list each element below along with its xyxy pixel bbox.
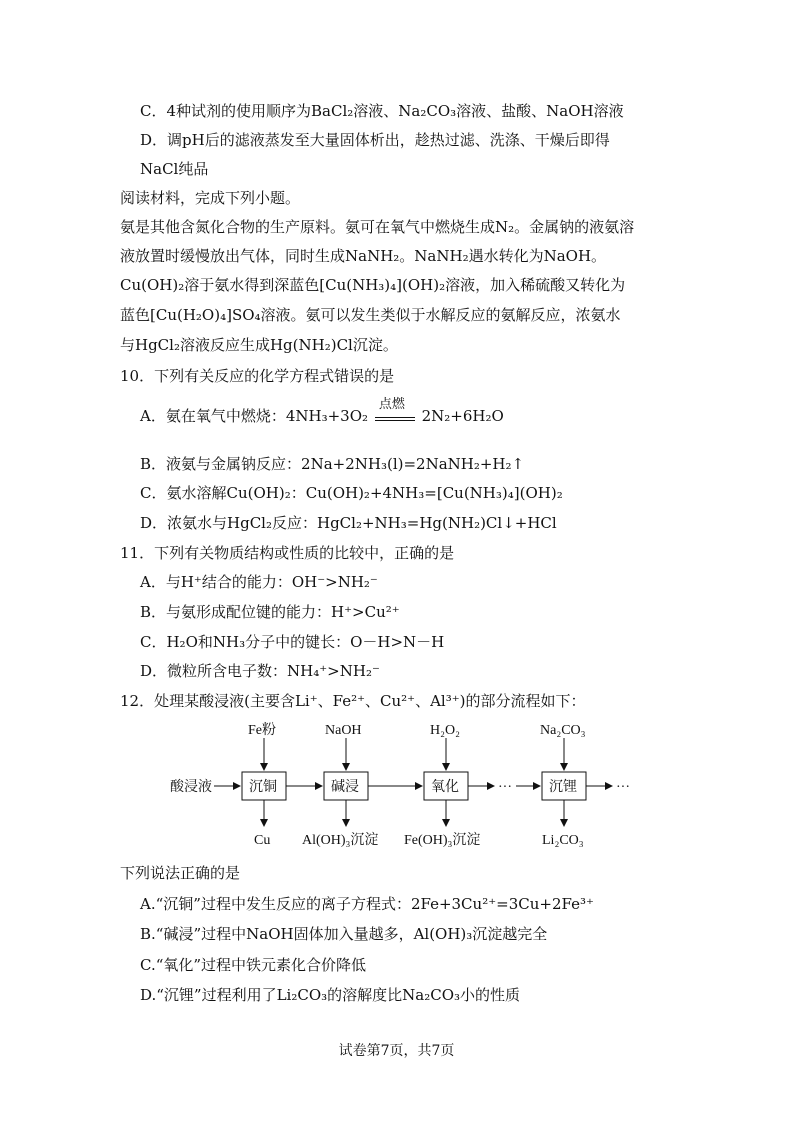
flow-product-3: Fe(OH)₃沉淀	[404, 833, 481, 848]
q10-option-b: B．液氨与金属钠反应：2Na+2NH₃(l)=2NaNH₂+H₂↑	[140, 455, 525, 473]
flow-reagent-2: NaOH	[325, 723, 362, 738]
reading-intro: 阅读材料，完成下列小题。	[120, 189, 301, 207]
reading-line-2: 液放置时缓慢放出气体，同时生成NaNH₂。NaNH₂遇水转化为NaOH。	[120, 247, 607, 265]
option-d-prev-cont: NaCl纯品	[140, 160, 209, 178]
q10-option-a	[140, 397, 504, 428]
flow-reagent-3: H₂O₂	[430, 723, 460, 738]
q10-option-d: D．浓氨水与HgCl₂反应：HgCl₂+NH₃=Hg(NH₂)Cl↓+HCl	[140, 514, 557, 532]
flow-reagent-4: Na₂CO₃	[540, 723, 586, 738]
page-footer: 试卷第7页，共7页	[338, 1043, 455, 1059]
q11-option-d: D．微粒所含电子数：NH₄⁺>NH₂⁻	[140, 662, 380, 680]
option-c-prev: C．4种试剂的使用顺序为BaCl₂溶液、Na₂CO₃溶液、盐酸、NaOH溶液	[140, 102, 624, 120]
q12-stem: 12．处理某酸浸液(主要含Li⁺、Fe²⁺、Cu²⁺、Al³⁺)的部分流程如下：	[120, 692, 586, 710]
q11-option-c: C．H₂O和NH₃分子中的键长：O－H>N－H	[140, 633, 445, 651]
q11-option-b: B．与氨形成配位键的能力：H⁺>Cu²⁺	[140, 603, 400, 621]
q11-stem: 11．下列有关物质结构或性质的比较中，正确的是	[120, 544, 455, 562]
q12-option-c: C.“氧化”过程中铁元素化合价降低	[140, 956, 367, 974]
flow-product-2: Al(OH)₃沉淀	[302, 833, 379, 848]
q12-option-d: D.“沉锂”过程利用了Li₂CO₃的溶解度比Na₂CO₃小的性质	[140, 986, 521, 1004]
q10-option-a-right: 2N₂+6H₂O	[421, 407, 504, 425]
flow-step-2: 碱浸	[331, 780, 359, 795]
flow-ellipsis-2: ···	[616, 780, 630, 795]
reading-line-1: 氨是其他含氮化合物的生产原料。氨可在氧气中燃烧生成N₂。金属钠的液氨溶	[120, 218, 635, 236]
flow-step-3: 氧化	[431, 780, 459, 795]
flow-input-label: 酸浸液	[170, 780, 212, 795]
q11-option-a: A．与H⁺结合的能力：OH⁻>NH₂⁻	[140, 573, 378, 591]
reading-line-4: 蓝色[Cu(H₂O)₄]SO₄溶液。氨可以发生类似于水解反应的氨解反应，浓氨水	[120, 306, 621, 324]
q12-question: 下列说法正确的是	[120, 864, 241, 882]
q12-option-a: A.“沉铜”过程中发生反应的离子方程式：2Fe+3Cu²⁺=3Cu+2Fe³⁺	[140, 895, 594, 913]
reading-line-3: Cu(OH)₂溶于氨水得到深蓝色[Cu(NH₃)₄](OH)₂溶液，加入稀硫酸又转化为	[120, 276, 626, 294]
flow-ellipsis-1: ···	[498, 780, 512, 795]
condition-label: 点燃	[378, 397, 405, 412]
flow-step-1: 沉铜	[249, 780, 277, 795]
reaction-condition	[373, 397, 417, 428]
flow-product-1: Cu	[254, 833, 271, 848]
flow-product-4: Li₂CO₃	[542, 833, 584, 848]
q10-stem: 10．下列有关反应的化学方程式错误的是	[120, 367, 395, 385]
flow-step-4: 沉锂	[549, 780, 577, 795]
process-flow-diagram	[160, 716, 680, 856]
option-d-prev: D．调pH后的滤液蒸发至大量固体析出，趁热过滤、洗涤、干燥后即得	[140, 131, 610, 149]
q12-option-b: B.“碱浸”过程中NaOH固体加入量越多，Al(OH)₃沉淀越完全	[140, 925, 548, 943]
reading-line-5: 与HgCl₂溶液反应生成Hg(NH₂)Cl沉淀。	[120, 336, 398, 354]
flow-svg	[160, 716, 680, 856]
flow-reagent-1: Fe粉	[248, 723, 276, 738]
q10-option-c: C．氨水溶解Cu(OH)₂：Cu(OH)₂+4NH₃=[Cu(NH₃)₄](OH)₂	[140, 484, 563, 502]
q10-option-a-left: A．氨在氧气中燃烧：4NH₃+3O₂	[140, 407, 369, 425]
